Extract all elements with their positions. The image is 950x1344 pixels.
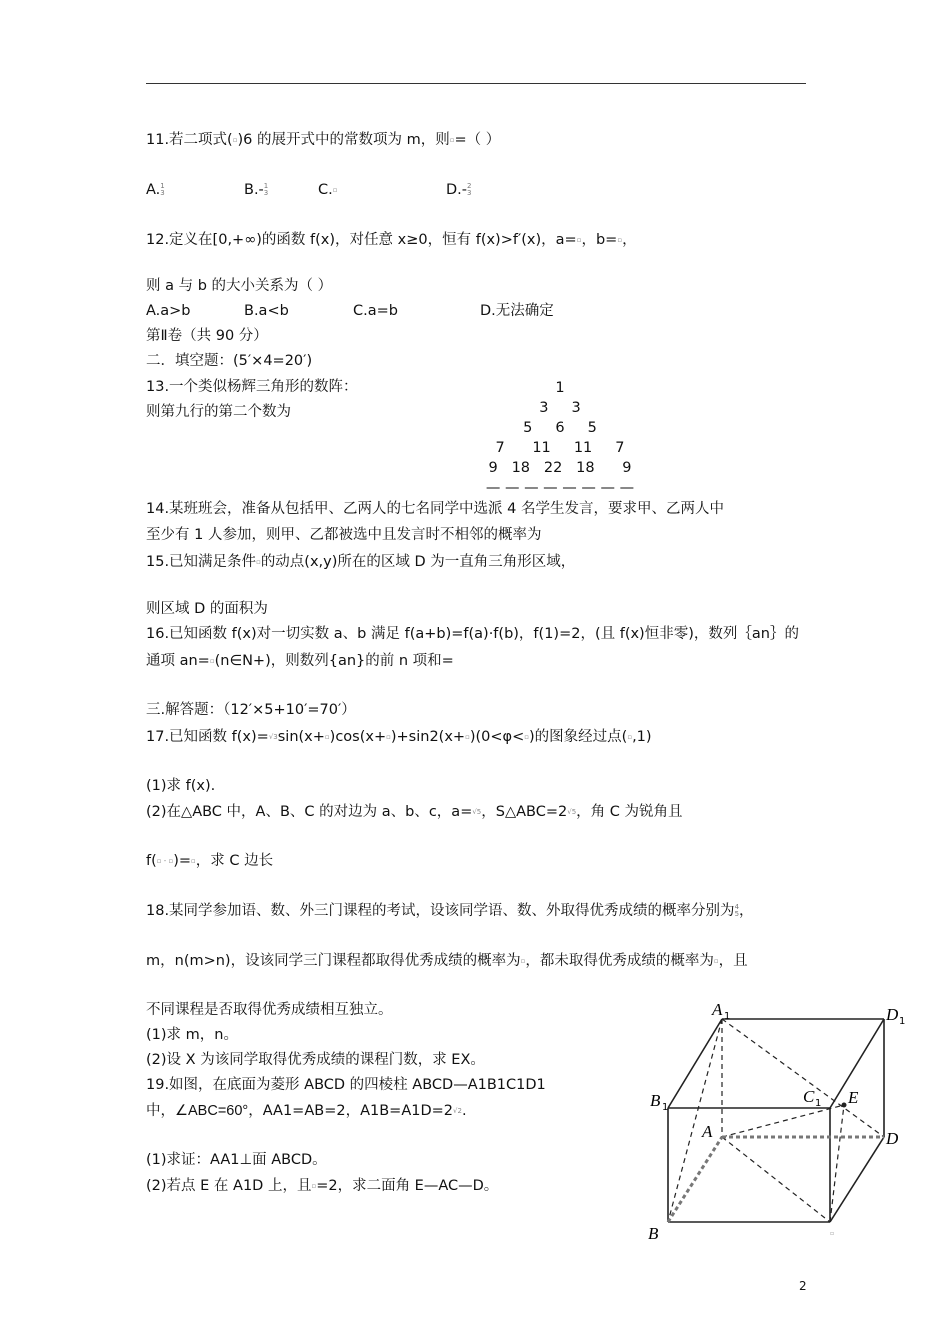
formula-image: ▫ bbox=[576, 236, 582, 244]
q11-option-b: B.- 1 3 bbox=[244, 182, 269, 198]
point-e bbox=[842, 1103, 847, 1108]
label-b: B bbox=[648, 1224, 659, 1243]
q12-option-b: B.a<b bbox=[244, 303, 289, 319]
triangle-row: 9 18 22 18 9 bbox=[488, 460, 632, 476]
triangle-row: 3 3 bbox=[539, 400, 581, 416]
label-e: E bbox=[848, 1088, 859, 1107]
q11-option-a: A. 1 3 bbox=[146, 182, 165, 198]
formula-image: ▫ bbox=[830, 1230, 835, 1237]
q12-option-d: D.无法确定 bbox=[480, 303, 554, 319]
formula-image: ▫ bbox=[256, 558, 261, 566]
number-triangle bbox=[480, 378, 640, 498]
fraction-image: 1 3 bbox=[160, 182, 165, 197]
q17-part3: f(▫ - ▫)=▫，求 C 边长 bbox=[146, 853, 274, 869]
q18-line1: 18.某同学参加语、数、外三门课程的考试，设该同学语、数、外取得优秀成绩的概率分别为 4 5 ， bbox=[146, 903, 754, 919]
edge-b-a bbox=[668, 1137, 722, 1222]
prism-figure bbox=[640, 995, 910, 1255]
formula-image: ▫ bbox=[232, 136, 238, 144]
fill-blank-heading: 二．填空题：(5′×4=20′) bbox=[146, 353, 313, 369]
page-number: 2 bbox=[799, 1279, 807, 1293]
formula-image: ▫ bbox=[209, 657, 215, 665]
q16-line2: 通项 an=▫(n∈N+)，则数列{an}的前 n 项和= bbox=[146, 653, 454, 669]
triangle-row: 7 11 11 7 bbox=[495, 440, 625, 456]
svg-text:1: 1 bbox=[815, 1098, 822, 1109]
q18-line3: 不同课程是否取得优秀成绩相互独立。 bbox=[146, 1002, 393, 1018]
fraction-image: 2 3 bbox=[467, 182, 472, 197]
q12-line2: 则 a 与 b 的大小关系为（ ） bbox=[146, 278, 333, 294]
label-d: D bbox=[886, 1129, 899, 1148]
label-d1: D bbox=[886, 1005, 899, 1024]
q19-part1: (1)求证：AA1⊥面 ABCD。 bbox=[146, 1152, 327, 1168]
q17-part2: (2)在△ABC 中，A、B、C 的对边为 a、b、c，a=√5，S△ABC=2√5，角 C 为锐角且 bbox=[146, 804, 683, 820]
q18-line2: m，n(m>n)，设该同学三门课程都取得优秀成绩的概率为▫，都未取得优秀成绩的概率为▫，且 bbox=[146, 953, 748, 969]
label-a: A bbox=[702, 1122, 713, 1141]
q11-option-c: C.▫ bbox=[318, 182, 338, 198]
line-a1-d bbox=[722, 1019, 884, 1137]
triangle-row: — — — — — — — — bbox=[485, 480, 635, 496]
q15-line1: 15.已知满足条件▫的动点(x,y)所在的区域 D 为一直角三角形区域， bbox=[146, 554, 576, 570]
q14-line1: 14.某班班会，准备从包括甲、乙两人的七名同学中选派 4 名学生发言，要求甲、乙两人中 bbox=[146, 501, 724, 517]
line-a1-b bbox=[668, 1019, 722, 1222]
q19-line1: 19.如图，在底面为菱形 ABCD 的四棱柱 ABCD—A1B1C1D1 bbox=[146, 1077, 546, 1093]
formula-image: ▫ bbox=[449, 136, 455, 144]
section3-title: 三.解答题：（12′×5+10′=70′） bbox=[146, 702, 356, 718]
q17-part1: (1)求 f(x). bbox=[146, 778, 216, 794]
section2-title: 第Ⅱ卷（共 90 分） bbox=[146, 328, 268, 344]
q13-line2: 则第九行的第二个数为 bbox=[146, 404, 291, 420]
q11-text: 11.若二项式( bbox=[146, 132, 233, 148]
line-a-e bbox=[722, 1105, 844, 1137]
svg-text:1: 1 bbox=[899, 1016, 906, 1027]
fraction-image: 4 5 bbox=[734, 903, 740, 918]
q11-text: )6 的展开式中的常数项为 m，则 bbox=[237, 132, 450, 148]
formula-image: ▫ bbox=[332, 186, 338, 194]
q19-part2: (2)若点 E 在 A1D 上，且▫=2，求二面角 E—AC—D。 bbox=[146, 1178, 499, 1194]
q18-part2: (2)设 X 为该同学取得优秀成绩的课程门数，求 EX。 bbox=[146, 1052, 485, 1068]
formula-image: ▫ bbox=[617, 236, 623, 244]
label-c1: C bbox=[803, 1087, 815, 1106]
q13-line1: 13.一个类似杨辉三角形的数阵： bbox=[146, 379, 358, 395]
triangle-row: 1 bbox=[555, 380, 565, 396]
q14-line2: 至少有 1 人参加，则甲、乙都被选中且发言时不相邻的概率为 bbox=[146, 527, 542, 543]
q11-text: =（ ） bbox=[454, 132, 501, 148]
q17-line1: 17.已知函数 f(x)=√3sin(x+▫)cos(x+▫)+sin2(x+▫)(0<φ<▫)的图象经过点(▫,1) bbox=[146, 729, 652, 745]
edge-a1-b1 bbox=[668, 1019, 722, 1108]
q12-option-a: A.a>b bbox=[146, 303, 191, 319]
q18-part1: (1)求 m，n。 bbox=[146, 1027, 238, 1043]
q11-option-d: D.- 2 3 bbox=[446, 182, 472, 198]
label-b1: B bbox=[650, 1091, 661, 1110]
svg-text:1: 1 bbox=[662, 1102, 669, 1113]
q12-option-c: C.a=b bbox=[353, 303, 398, 319]
q12-line1: 12.定义在[0,+∞)的函数 f(x)，对任意 x≥0，恒有 f(x)>f′(x)，a=▫，b=▫， bbox=[146, 232, 637, 248]
q15-line2: 则区域 D 的面积为 bbox=[146, 601, 268, 617]
q16-line1: 16.已知函数 f(x)对一切实数 a、b 满足 f(a+b)=f(a)·f(b)，f(1)=2，(且 f(x)恒非零)，数列｛an｝的 bbox=[146, 626, 799, 642]
q11-line bbox=[146, 130, 500, 150]
line-a-c bbox=[722, 1137, 830, 1222]
header-rule bbox=[146, 83, 806, 84]
label-a1: A bbox=[712, 1000, 723, 1019]
q19-line2: 中，∠ABC=60°，AA1=AB=2，A1B=A1D=2√2. bbox=[146, 1103, 467, 1119]
fraction-image: 1 3 bbox=[263, 182, 269, 197]
triangle-row: 5 6 5 bbox=[523, 420, 597, 436]
svg-text:1: 1 bbox=[724, 1011, 731, 1022]
